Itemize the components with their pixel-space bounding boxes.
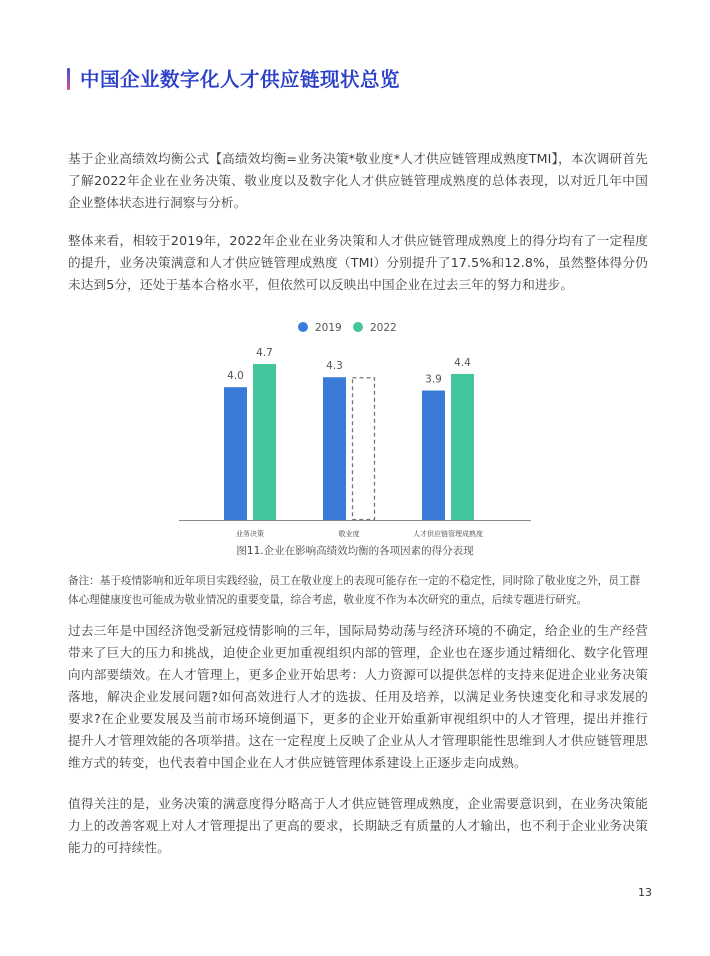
overview-paragraph: 整体来看，相较于2019年，2022年企业在业务决策和人才供应链管理成熟度上的得分均有了一定程度的提升，业务决策满意和人才供应链管理成熟度（TMI）分别提升了17.5%和12.8%，虽然整体得分仍未达到5分，还处于基本合格水平，但依然可以反映出中国企业在过去三年的努力和进步。 <box>68 233 648 292</box>
chart-bars <box>224 347 474 520</box>
bar-value-label: 4.0 <box>227 370 244 383</box>
bar-2022-0 <box>253 364 276 520</box>
bar-2019-1 <box>323 377 346 520</box>
x-tick-labels <box>236 529 483 538</box>
insight-paragraph: 值得关注的是，业务决策的满意度得分略高于人才供应链管理成熟度，企业需要意识到，在业务决策能力上的改善客观上对人才管理提出了更高的要求，长期缺乏有质量的人才输出，也不利于企业业务决策能力的可持续性。 <box>68 796 648 855</box>
bar-placeholder-2022-1 <box>353 378 375 520</box>
x-tick-label: 敬业度 <box>338 530 360 538</box>
context-paragraph: 过去三年是中国经济饱受新冠疫情影响的三年，国际局势动荡与经济环境的不确定，给企业的生产经营带来了巨大的压力和挑战，迫使企业更加重视组织内部的管理，企业也在逐步通过精细化、数字化管理向内部要绩效。在人才管理上，更多企业开始思考：人力资源可以提供怎样的支持来促进企业业务决策落地，解决企业发展问题?如何高效进行人才的选拔、任用及培养，以满足业务快速变化和寻求发展的要求?在企业要发展及当前市场环境倒逼下，更多的企业开始重新审视组织中的人才管理，提出并推行提升人才管理效能的各项举措。这在一定程度上反映了企业从人才管理职能性思维到人才供应链管理思维方式的转变，也代表着中国企业在人才供应链管理体系建设上正逐步走向成熟。 <box>68 623 648 770</box>
bar-2019-2 <box>422 391 445 520</box>
bar-value-label: 4.7 <box>256 346 273 359</box>
legend-marker-2022 <box>353 322 363 332</box>
intro-paragraph: 基于企业高绩效均衡公式【高绩效均衡=业务决策*敬业度*人才供应链管理成熟度TMI】，本次调研首先了解2022年企业在业务决策、敬业度以及数字化人才供应链管理成熟度的总体表现，以对近几年中国企业整体状态进行洞察与分析。 <box>68 151 648 210</box>
x-tick-label: 人才供应链管理成熟度 <box>413 530 483 538</box>
bar-value-label: 4.4 <box>454 356 471 369</box>
x-tick-label: 业务决策 <box>236 530 264 538</box>
legend-marker-2019 <box>298 322 308 332</box>
legend-label-2019: 2019 <box>315 322 342 334</box>
bar-value-label: 3.9 <box>425 373 442 386</box>
legend-label-2022: 2022 <box>370 322 397 334</box>
bar-2019-0 <box>224 387 247 520</box>
chart-note: 备注：基于疫情影响和近年项目实践经验，员工在敬业度上的表现可能存在一定的不稳定性，同时除了敬业度之外，员工群体心理健康度也可能成为敬业情况的重要变量，综合考虑，敬业度不作为本次研究的重点，后续专题进行研究。 <box>68 575 641 606</box>
bar-2022-2 <box>451 374 474 520</box>
page-title: 中国企业数字化人才供应链现状总览 <box>80 68 401 91</box>
chart-legend <box>298 322 397 334</box>
chart-caption: 图11.企业在影响高绩效均衡的各项因素的得分表现 <box>236 545 474 557</box>
page-number: 13 <box>638 886 652 899</box>
bar-value-label: 4.3 <box>326 360 343 373</box>
